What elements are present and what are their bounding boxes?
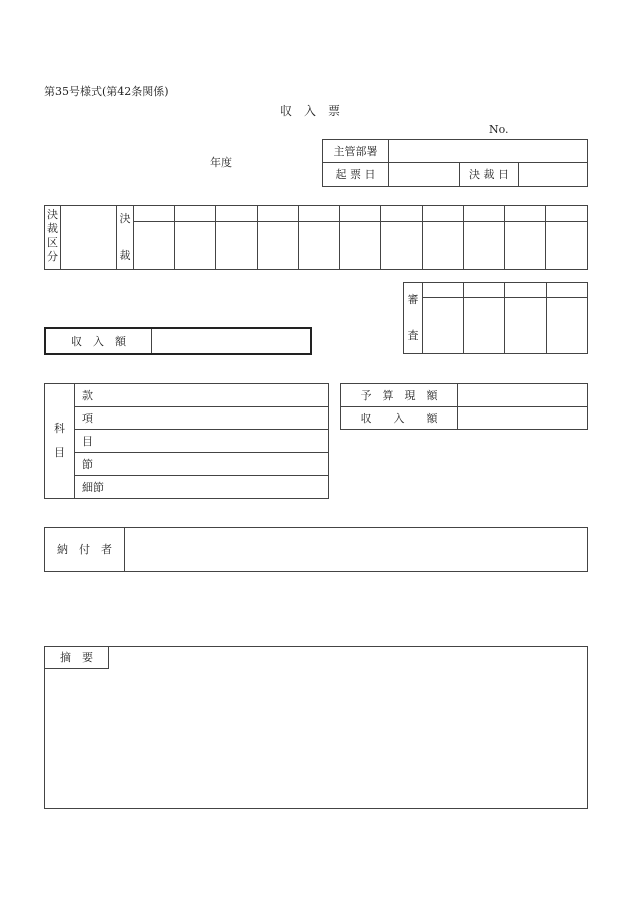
revenue-amount-field[interactable] [152, 329, 310, 353]
summary-box [44, 646, 588, 809]
review-table [403, 282, 588, 354]
review-stamp-area[interactable] [423, 298, 587, 353]
summary-label: 摘 要 [45, 647, 109, 669]
revenue-amount-label: 収 入 額 [71, 334, 126, 348]
decision-label-bottom: 裁 [119, 249, 131, 262]
decision-category-label [45, 209, 60, 267]
form-number: 第35号様式(第42条関係) [44, 85, 169, 98]
account-row-kan: 款 [82, 389, 93, 402]
payer-field[interactable] [125, 528, 587, 571]
current-budget-field[interactable] [458, 384, 587, 406]
department-field[interactable] [389, 140, 587, 162]
decision-category-char-4: 分 [47, 250, 58, 263]
department-label: 主管部署 [333, 144, 378, 158]
decision-label-top: 決 [119, 212, 131, 225]
budget-revenue-label: 収 入 額 [360, 411, 438, 425]
decision-date-field[interactable] [519, 163, 587, 186]
decision-table [44, 205, 588, 270]
account-row-saisetsu: 細節 [82, 481, 104, 494]
decision-category-char-1: 決 [47, 208, 58, 221]
page-title: 収 入 票 [280, 104, 341, 118]
review-label-top: 審 [407, 293, 419, 306]
decision-stamp-area[interactable] [134, 222, 587, 269]
issue-date-field[interactable] [389, 163, 459, 186]
decision-category-char-3: 区 [47, 236, 58, 249]
department-date-table [322, 139, 588, 187]
decision-category-char-2: 裁 [47, 222, 58, 235]
number-label: No. [489, 123, 509, 136]
revenue-amount-box [44, 327, 312, 355]
budget-revenue-field[interactable] [458, 407, 587, 429]
account-row-kou: 項 [82, 412, 93, 425]
account-group-char-1: 科 [54, 422, 65, 435]
account-row-setsu: 節 [82, 458, 93, 471]
issue-date-label: 起 票 日 [335, 168, 376, 181]
payer-table [44, 527, 588, 572]
account-table [44, 383, 329, 499]
summary-field[interactable] [45, 670, 587, 808]
payer-label: 納 付 者 [57, 543, 112, 556]
account-row-moku: 目 [82, 435, 93, 448]
decision-category-field[interactable] [61, 206, 116, 269]
account-group-char-2: 目 [54, 446, 65, 459]
current-budget-label: 予 算 現 額 [360, 388, 438, 402]
budget-table [340, 383, 588, 430]
fiscal-year-label: 年度 [210, 156, 232, 169]
review-label-bottom: 査 [407, 329, 419, 342]
decision-date-label: 決 裁 日 [469, 168, 509, 181]
